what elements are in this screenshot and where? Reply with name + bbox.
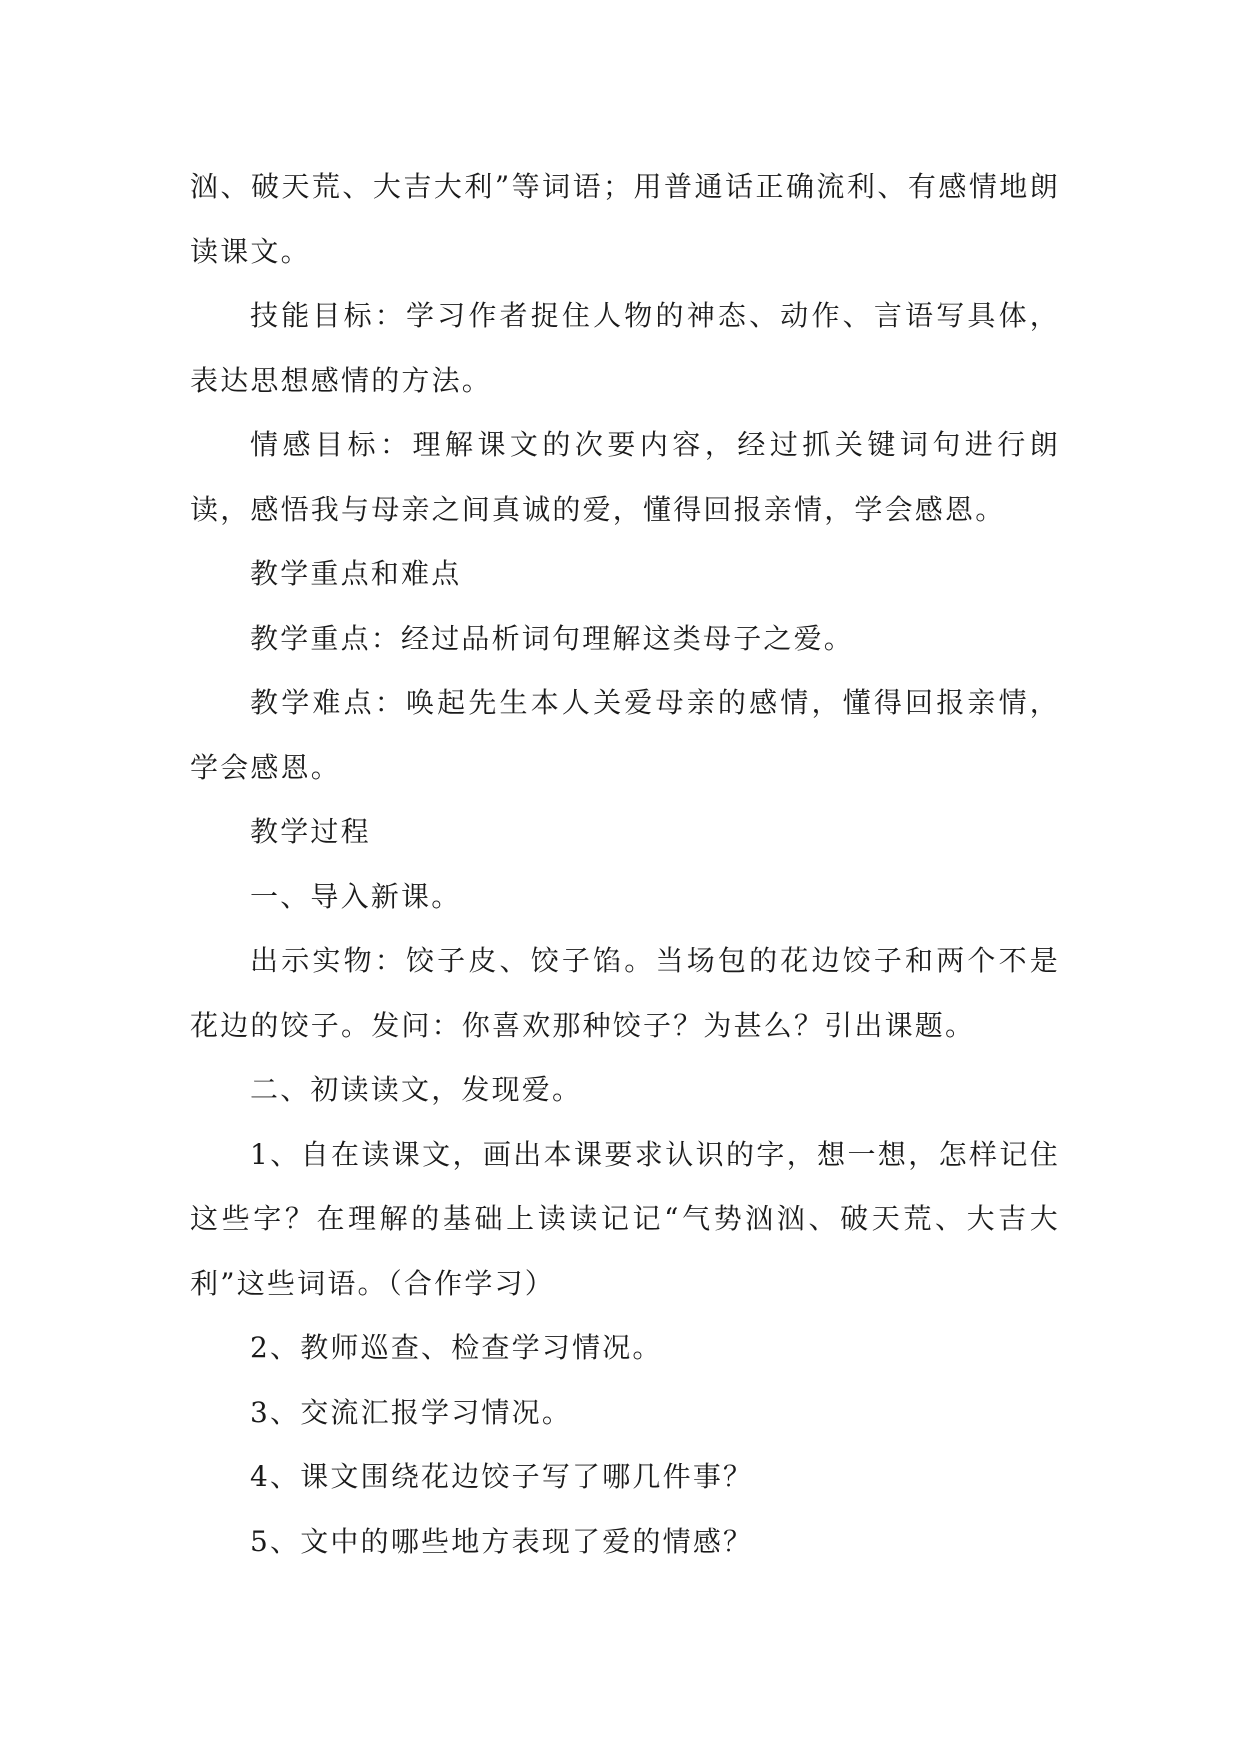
- paragraph-skill-goal: 技能目标：学习作者捉住人物的神态、动作、言语写具体，表达思想感情的方法。: [190, 299, 1060, 397]
- list-item-3: 3、交流汇报学习情况。: [250, 1395, 573, 1429]
- paragraph-continuation: 汹、破天荒、大吉大利”等词语；用普通话正确流利、有感情地朗读课文。: [190, 170, 1060, 268]
- heading-step-one: 一、导入新课。: [250, 879, 462, 913]
- paragraph-difficult-point: 教学难点：唤起先生本人关爱母亲的感情，懂得回报亲情，学会感恩。: [190, 686, 1060, 784]
- document-body: [190, 155, 1060, 1574]
- paragraph-show-objects: 出示实物：饺子皮、饺子馅。当场包的花边饺子和两个不是花边的饺子。发问：你喜欢那种饺子？为甚么？引出课题。: [190, 944, 1060, 1042]
- list-item-4: 4、课文围绕花边饺子写了哪几件事？: [250, 1460, 754, 1493]
- heading-teaching-process: 教学过程: [250, 815, 371, 848]
- list-item-5: 5、文中的哪些地方表现了爱的情感？: [250, 1524, 754, 1558]
- list-item-1: 1、自在读课文，画出本课要求认识的字，想一想，怎样记住这些字？在理解的基础上读读记记“气势汹汹、破天荒、大吉大利”这些词语。（合作学习）: [190, 1137, 1060, 1300]
- heading-key-and-difficult-points: 教学重点和难点: [250, 557, 462, 590]
- heading-step-two: 二、初读读文，发现爱。: [250, 1073, 583, 1106]
- paragraph-key-point: 教学重点：经过品析词句理解这类母子之爱。: [250, 621, 855, 655]
- paragraph-emotion-goal: 情感目标：理解课文的次要内容，经过抓关键词句进行朗读，感悟我与母亲之间真诚的爱，懂得回报亲情，学会感恩。: [190, 428, 1060, 526]
- list-item-2: 2、教师巡查、检查学习情况。: [250, 1331, 663, 1364]
